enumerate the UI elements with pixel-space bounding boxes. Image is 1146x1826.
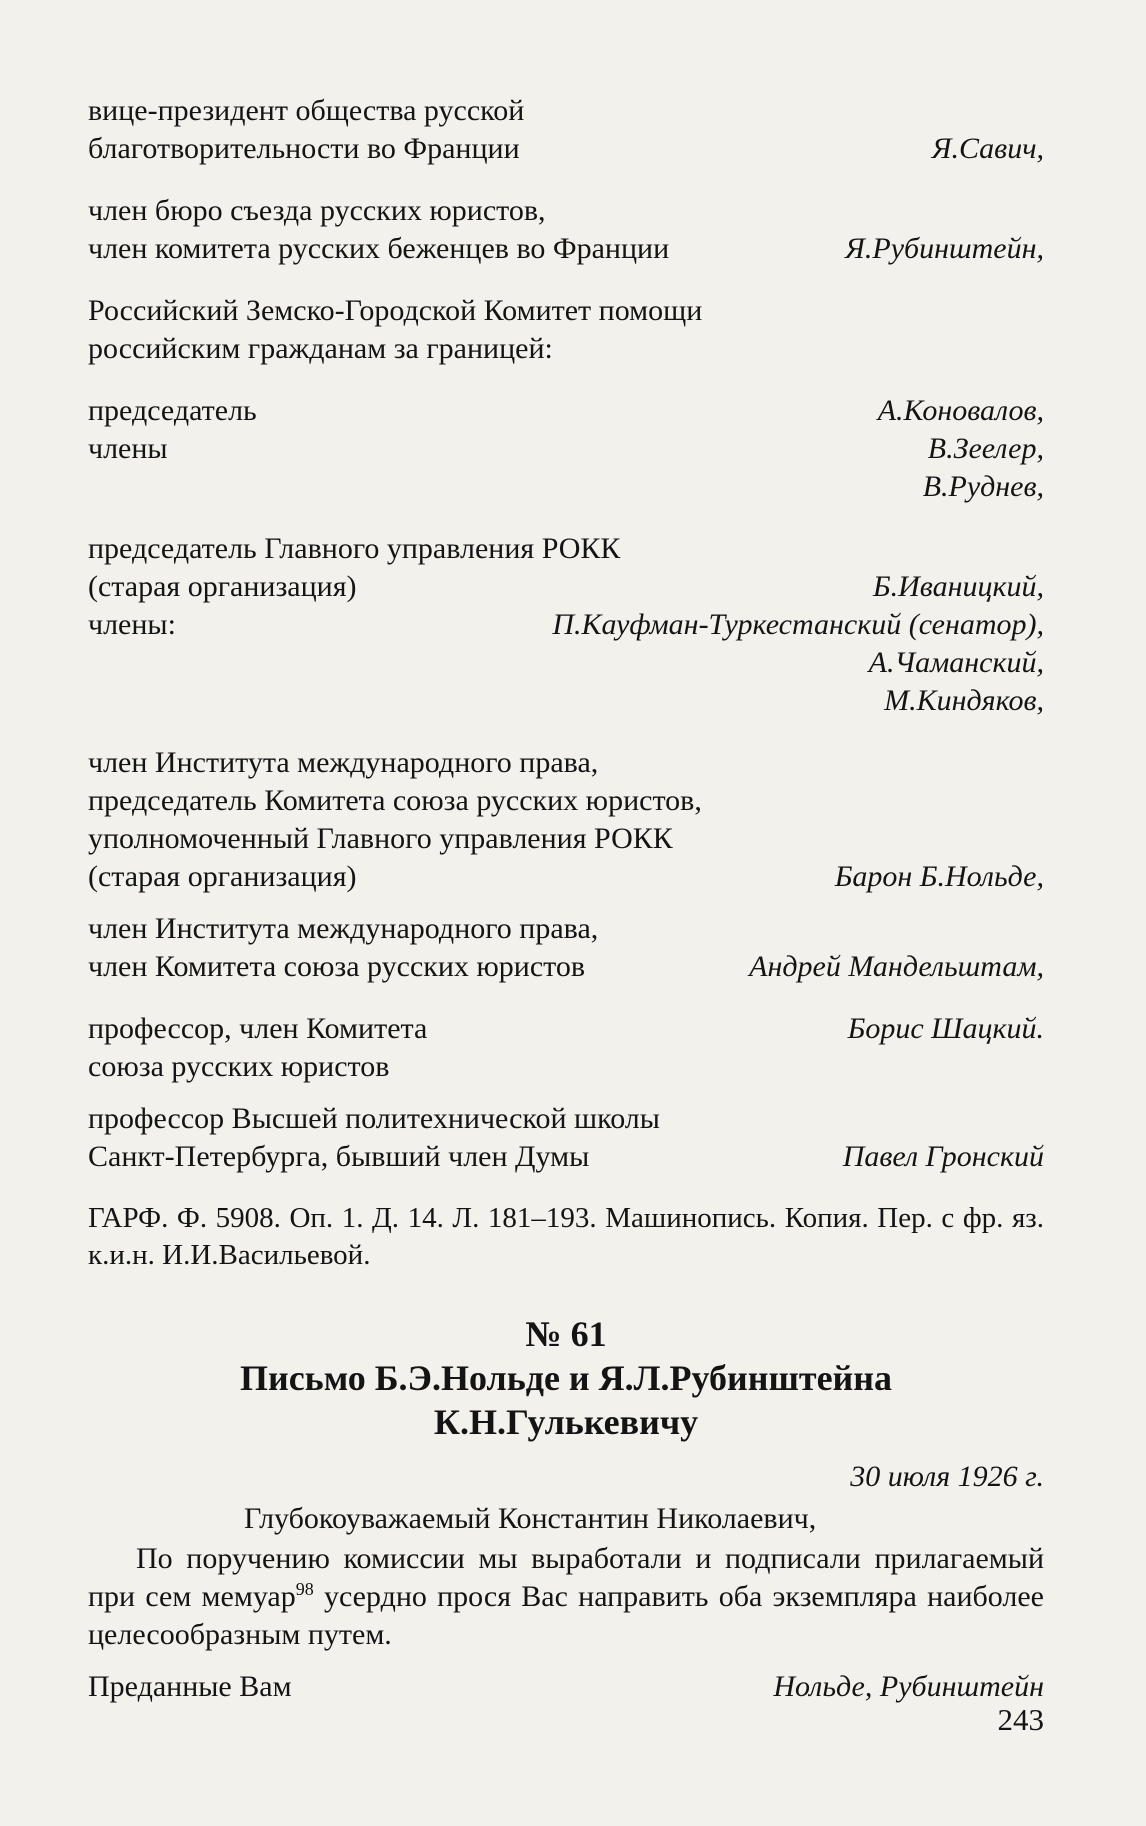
letter-body — [88, 1540, 1044, 1654]
role-label: председатель — [88, 394, 257, 427]
role-label: председатель Главного управления РОКК — [88, 532, 621, 565]
signatory-name: В.Руднев, — [922, 470, 1044, 503]
role-label: (старая организация) — [88, 860, 357, 893]
role-label: член Института международного права, — [88, 912, 599, 945]
document-number: № 61 — [525, 1314, 607, 1354]
signature-line: Российский Земско-Городской Комитет помощи — [88, 294, 703, 327]
role-label: члены — [88, 432, 168, 465]
signature-savich — [88, 92, 1044, 168]
letter-closing — [88, 1668, 1044, 1706]
signatory-name: Барон Б.Нольде, — [834, 860, 1044, 893]
rokk-block — [88, 530, 1044, 720]
signature-line: член комитета русских беженцев во Франции — [88, 232, 670, 265]
signatory-name: Павел Гронский — [842, 1140, 1044, 1173]
role-label: член Комитета союза русских юристов — [88, 950, 586, 983]
letter-body-text: усердно прося Вас направить оба экземпляра наиболее целесообразным путем. — [88, 1580, 1044, 1651]
zemgor-committee — [88, 392, 1044, 506]
role-label: член Института международного права, — [88, 746, 599, 779]
signatory-name: М.Киндяков, — [884, 684, 1044, 717]
signatory-name: Андрей Мандельштам, — [749, 950, 1044, 983]
signature-shatsky — [88, 1010, 1044, 1086]
letter-body-text: По поручению комиссии мы выработали и подписали прилагаемый при сем мемуар — [88, 1542, 1044, 1613]
signatory-name: П.Кауфман-Туркестанский (сенатор), — [552, 608, 1044, 641]
signature-rubinshtein — [88, 192, 1044, 268]
role-label: профессор Высшей политехнической школы — [88, 1102, 660, 1135]
footnote-reference: 98 — [295, 1579, 314, 1599]
role-label: уполномоченный Главного управления РОКК — [88, 822, 673, 855]
role-label: члены: — [88, 608, 176, 641]
signature-gronsky — [88, 1100, 1044, 1176]
signatory-name: Я.Савич, — [931, 132, 1044, 165]
zemgor-heading — [88, 292, 1044, 368]
archive-reference: ГАРФ. Ф. 5908. Оп. 1. Д. 14. Л. 181–193. Машинопись. Копия. Пер. с фр. яз. к.и.н. И.И.Васильевой. — [88, 1202, 1044, 1271]
document-title: Письмо Б.Э.Нольде и Я.Л.Рубинштейна — [239, 1358, 893, 1398]
signatory-name: Я.Рубинштейн, — [845, 232, 1044, 265]
signatory-name: Борис Шацкий. — [847, 1012, 1044, 1045]
role-label: союза русских юристов — [88, 1050, 390, 1083]
closing-phrase: Преданные Вам — [88, 1670, 292, 1703]
signatory-name: А.Коновалов, — [877, 394, 1044, 427]
document-title-recipient: К.Н.Гулькевичу — [433, 1402, 699, 1442]
document-date: 30 июля 1926 г. — [850, 1460, 1044, 1493]
role-label: профессор, член Комитета — [88, 1012, 428, 1045]
signature-line: благотворительности во Франции — [88, 132, 520, 165]
document-page — [88, 92, 1044, 1706]
signature-nolde — [88, 744, 1044, 896]
signature-line: российским гражданам за границей: — [88, 332, 553, 365]
signature-line: вице-президент общества русской — [88, 94, 525, 127]
closing-signatures: Нольде, Рубинштейн — [773, 1670, 1044, 1703]
role-label: Санкт-Петербурга, бывший член Думы — [88, 1140, 590, 1173]
signatory-name: В.Зеелер, — [927, 432, 1044, 465]
page-number: 243 — [997, 1702, 1044, 1737]
signatory-name: Б.Иваницкий, — [872, 570, 1044, 603]
signature-mandelshtam — [88, 910, 1044, 986]
signature-line: член бюро съезда русских юристов, — [88, 194, 546, 227]
signatory-name: А.Чаманский, — [868, 646, 1044, 679]
role-label: (старая организация) — [88, 570, 357, 603]
role-label: председатель Комитета союза русских юристов, — [88, 784, 702, 817]
salutation: Глубокоуважаемый Константин Николаевич, — [244, 1502, 817, 1535]
